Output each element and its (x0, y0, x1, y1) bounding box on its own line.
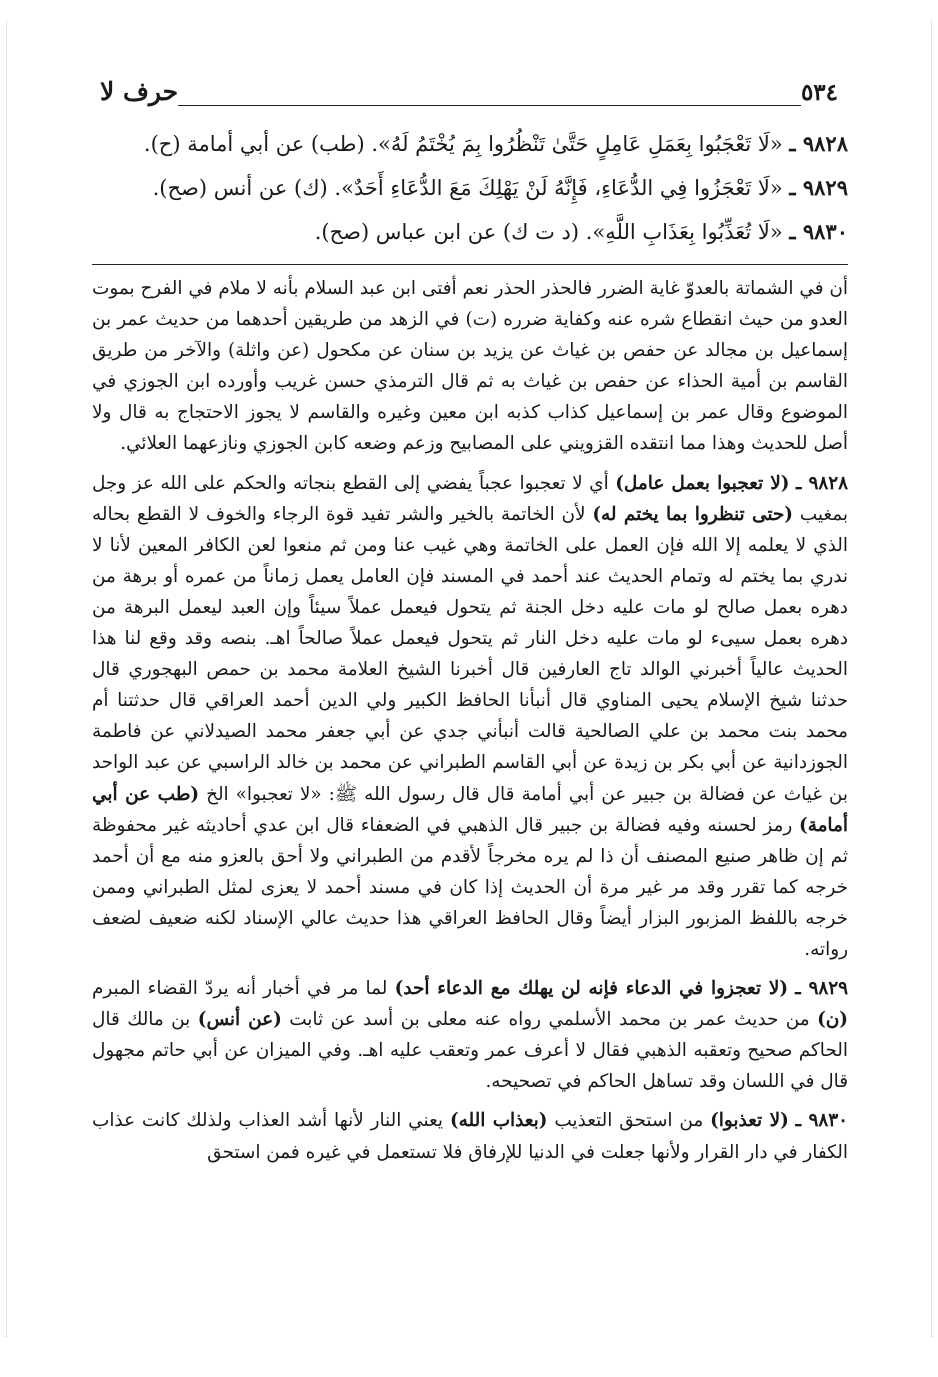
hadith-text: «لَا تَعْجَزُوا فِي الدُّعَاءِ، فَإِنَّهُ لَنْ يَهْلِكَ مَعَ الدُّعَاءِ أَحَدٌ». (ك) عن أنس (صح). (152, 176, 783, 200)
scan-edge-left (6, 20, 11, 1337)
commentary-9828 (92, 468, 848, 966)
commentary-text: من استحق التعذيب (547, 1110, 711, 1132)
commentary-text: لما مر في أخبار أنه يردّ القضاء المبرم (92, 978, 395, 1000)
hadith-text: «لَا تَعْجَبُوا بِعَمَلِ عَامِلٍ حَتَّىٰ تَنْظُرُوا بِمَ يُخْتَمُ لَهُ». (طب) عن أبي أمامة (ح). (143, 132, 783, 156)
commentary-highlight: (ن) (817, 1009, 848, 1031)
hadith-number: ٩٨٢٨ ـ (789, 131, 848, 156)
commentary-heading: (لا تعجبوا بعمل عامل) (615, 472, 790, 494)
commentary-highlight: (عن أنس) (197, 1009, 282, 1031)
commentary-text: رمز لحسنه وفيه فضالة بن جبير قال الذهبي في الضعفاء قال ابن عدي أحاديثه غير محفوظة ثم إن ظاهر صنيع المصنف أن ذا لم يره مخرجاً لأقدم من الطبراني ولا أحق بالعزو منه مع أن أحمد خرجه كما تقرر وقد مر غير مرة أن الحديث إذا كان في مسند أحمد لا يعزى لمثل الطبراني وممن خرجه باللفظ المزبور البزار أيضاً وقال الحافظ العراقي هذا حديث عالي الإسناد لكنه ضعيف لضعف رواته. (92, 814, 848, 960)
hadith-entries (92, 124, 848, 252)
page-header (92, 72, 848, 106)
commentary-text: من حديث عمر بن محمد الأسلمي رواه عنه معلى بن أسد عن ثابت (281, 1009, 818, 1031)
header-rule (178, 89, 801, 106)
commentary-highlight: (طب عن أبي أمامة) (92, 783, 848, 836)
commentary-number: ٩٨٣٠ ـ (795, 1110, 848, 1132)
commentary-highlight: (حتى تنظروا بما يختم له) (592, 503, 793, 525)
hadith-entry (92, 212, 848, 252)
commentary-9829 (92, 973, 848, 1097)
commentary-text: يعني النار لأنها أشد العذاب ولذلك كانت عذاب الكفار في دار القرار ولأنها جعلت في الدنيا للإرفاق فلا تستعمل في غيره فمن استحق (92, 1110, 848, 1163)
commentary-intro: أن في الشماتة بالعدوّ غاية الضرر فالحذر الحذر نعم أفتى ابن عبد السلام بأنه لا ملام في الفرح بموت العدو من حيث انقطاع شره عنه وكفاية ضرره (ت) في الزهد من طريقين أحدهما من حديث عمر بن إسماعيل بن مجالد عن حفص بن غياث عن يزيد بن سنان عن مكحول (عن واثلة) والآخر من طريق القاسم بن أمية الحذاء عن حفص بن غياث به ثم قال الترمذي حسن غريب وأورده ابن الجوزي في الموضوع وقال عمر بن إسماعيل كذاب كذبه ابن معين وغيره والقاسم لا يجوز الاحتجاج به قال ولا أصل للحديث وهذا مما انتقده القزويني على المصابيح وزعم وضعه كابن الجوزي ونازعهما العلائي. (92, 278, 848, 455)
hadith-entry (92, 124, 848, 164)
scan-edge-right (927, 20, 932, 1337)
section-divider (92, 264, 848, 265)
hadith-number: ٩٨٢٩ ـ (789, 175, 848, 200)
commentary-text: بن مالك قال الحاكم صحيح وتعقبه الذهبي فقال لا أعرف عمر وتعقب عليه اهـ. وفي الميزان عن أبي حاتم مجهول قال في اللسان وقد تساهل الحاكم في تصحيحه. (92, 1009, 848, 1093)
page-number: ٥٣٤ (800, 79, 838, 106)
chapter-title: حرف لا (100, 77, 179, 106)
commentary-highlight: (بعذاب الله) (449, 1110, 548, 1132)
commentary-heading: (لا تعجزوا في الدعاء فإنه لن يهلك مع الدعاء أحد) (394, 978, 789, 1000)
commentary (92, 273, 848, 1168)
commentary-text: لأن الخاتمة بالخير والشر تفيد قوة الرجاء والخوف لا القطع بحاله الذي لا يعلمه إلا الله فإن العمل على الخاتمة وهي غيب عنا ومن ثم منعوا لعن الكافر المعين لأنا لا ندري بما يختم له وتمام الحديث عند أحمد في المسند فإن العامل يعمل زماناً من عمره أو برهة من دهره بعمل صالح لو مات عليه دخل الجنة ثم يتحول فيعمل عملاً سيئاً وإن العبد ليعمل البرهة من دهره بعمل سيىء لو مات عليه دخل النار ثم يتحول فيعمل عملاً صالحاً اهـ. بنصه وقد وقع لنا هذا الحديث عالياً أخبرني الوالد تاج العارفين قال أخبرنا الشيخ العلامة محمد بن حمص البهجوري قال حدثنا شيخ الإسلام يحيى المناوي قال أنبأنا الحافظ الكبير ولي الدين أحمد العراقي قال حدثتنا أم محمد بنت محمد بن علي الصالحية قالت أنبأني جدي عن أبي جعفر محمد الصيدلاني عن فاطمة الجوزدانية عن أبي بكر بن زيدة عن أبي القاسم الطبراني عن محمد بن خالد الراسبي عن عبد الواحد بن غياث عن فضالة بن جبير عن أبي أمامة قال قال رسول الله ﷺ: «لا تعجبوا» الخ (92, 503, 849, 805)
hadith-entry (92, 168, 848, 208)
commentary-9830 (92, 1105, 848, 1167)
commentary-heading: (لا تعذبوا) (710, 1110, 789, 1132)
commentary-text: أي لا تعجبوا عجباً يفضي إلى القطع بنجاته والحكم على الله عز وجل بمغيب (92, 472, 849, 525)
book-page (92, 72, 848, 1176)
hadith-number: ٩٨٣٠ ـ (789, 219, 848, 244)
commentary-number: ٩٨٢٨ ـ (795, 472, 848, 494)
commentary-number: ٩٨٢٩ ـ (795, 978, 848, 1000)
hadith-text: «لَا تُعَذِّبُوا بِعَذَابِ اللَّهِ». (د ت ك) عن ابن عباس (صح). (314, 220, 783, 244)
